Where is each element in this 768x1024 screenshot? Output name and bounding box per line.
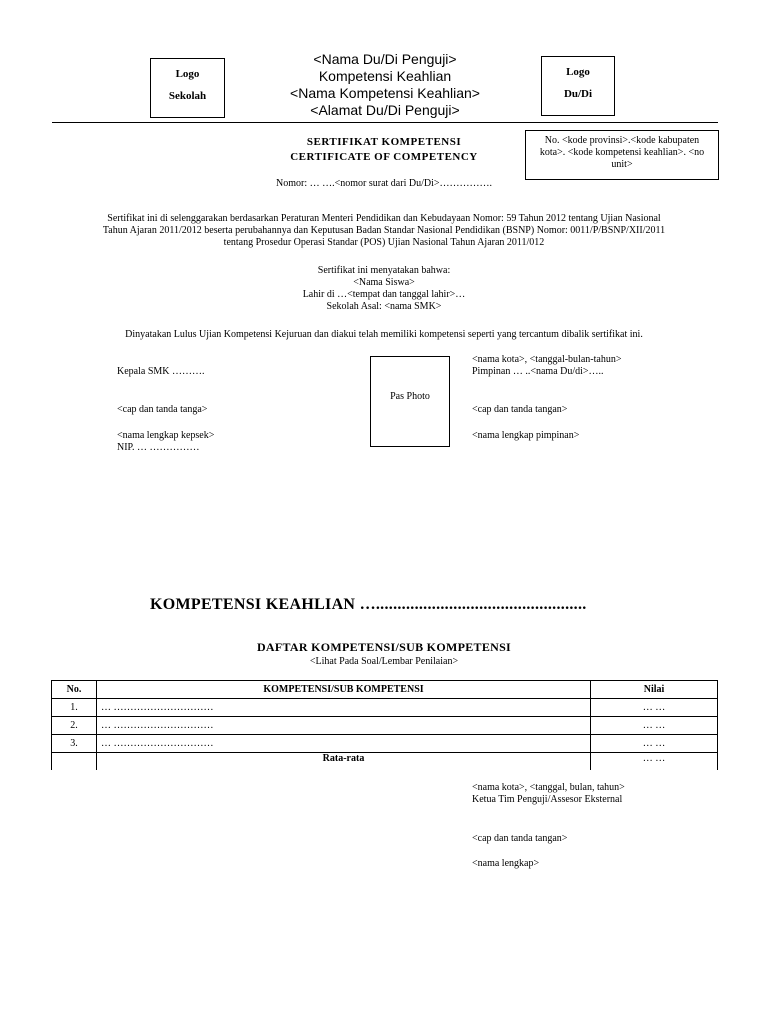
average-label: Rata-rata: [97, 753, 591, 771]
row-no: 2.: [52, 717, 97, 735]
row-score: … …: [591, 717, 718, 735]
assessor-name: <nama lengkap>: [472, 858, 540, 869]
leader-stamp: <cap dan tanda tangan>: [472, 404, 568, 415]
certificate-subtitle: CERTIFICATE OF COMPETENCY: [290, 151, 478, 163]
nomor-surat: Nomor: … ….<nomor surat dari Du/Di>…………….: [276, 178, 492, 189]
principal-name: <nama lengkap kepsek>: [117, 430, 215, 441]
col-score: Nilai: [591, 681, 718, 699]
row-competency: … …………………………: [97, 735, 591, 753]
principal-nip: NIP. … ……………: [117, 442, 200, 453]
logo-right-line-1: Logo: [566, 66, 590, 78]
row-no: 1.: [52, 699, 97, 717]
logo-left-line-1: Logo: [175, 68, 200, 80]
assessor-stamp: <cap dan tanda tangan>: [472, 833, 568, 844]
leader-role: Pimpinan … ..<nama Du/di>…..: [472, 366, 604, 377]
certificate-number-box: No. <kode provinsi>.<kode kabupaten kota>. <kode kompetensi keahlian>. <no unit>: [525, 130, 719, 180]
declaration: Dinyatakan Lulus Ujian Kompetensi Kejuruan dan diakui telah memiliki kompetensi seperti yang tercantum dibalik sertifikat ini.: [125, 329, 643, 340]
competency-heading: KOMPETENSI KEAHLIAN ….................................................: [150, 596, 587, 613]
row-competency: … …………………………: [97, 699, 591, 717]
header-line-1: <Nama Du/Di Penguji>: [313, 51, 457, 67]
competency-list-title: DAFTAR KOMPETENSI/SUB KOMPETENSI: [256, 640, 512, 654]
legal-paragraph: [40, 213, 728, 249]
assessor-role: Ketua Tim Penguji/Assesor Eksternal: [472, 794, 623, 805]
leader-place-date: <nama kota>, <tanggal-bulan-tahun>: [472, 354, 622, 365]
principal-role: Kepala SMK ……….: [117, 366, 205, 377]
legal-line-2: Tahun Ajaran 2011/2012 beserta perubahannya dan Keputusan Badan Standar Nasional Pendidikan (BSNP) Nomor: 0011/P/BSNP/XII/2011: [102, 225, 666, 236]
col-no: No.: [52, 681, 97, 699]
school-origin: Sekolah Asal: <nama SMK>: [326, 301, 442, 312]
photo-label: Pas Photo: [390, 390, 430, 402]
photo-placeholder: [370, 356, 450, 447]
logo-left-line-2: Sekolah: [168, 90, 207, 102]
logo-right-line-2: Du/Di: [563, 88, 593, 100]
row-score: … …: [591, 735, 718, 753]
header-line-2: Kompetensi Keahlian: [318, 68, 452, 84]
row-competency: … …………………………: [97, 717, 591, 735]
header-line-3: <Nama Kompetensi Keahlian>: [290, 85, 480, 101]
table-row: [52, 717, 718, 735]
leader-name: <nama lengkap pimpinan>: [472, 430, 580, 441]
row-no: 3.: [52, 735, 97, 753]
logo-dudi: [541, 56, 615, 116]
logo-sekolah: [150, 58, 225, 118]
certificate-title: SERTIFIKAT KOMPETENSI: [306, 136, 462, 148]
principal-stamp: <cap dan tanda tanga>: [117, 404, 208, 415]
institution-header: [240, 51, 530, 119]
statement-line-1: Sertifikat ini menyatakan bahwa:: [317, 265, 451, 276]
legal-line-3: tentang Prosedur Operasi Standar (POS) Ujian Nasional Tahun Ajaran 2011/012: [223, 237, 545, 248]
row-score: … …: [591, 699, 718, 717]
table-row: [52, 735, 718, 753]
table-header-row: [52, 681, 718, 699]
assessor-place-date: <nama kota>, <tanggal, bulan, tahun>: [472, 782, 625, 793]
table-row: [52, 699, 718, 717]
average-value: … …: [591, 753, 718, 771]
competency-list-note: <Lihat Pada Soal/Lembar Penilaian>: [309, 656, 459, 667]
competency-table: [51, 680, 718, 770]
student-name: <Nama Siswa>: [353, 277, 415, 288]
birth-info: Lahir di …<tempat dan tanggal lahir>…: [302, 289, 466, 300]
header-line-4: <Alamat Du/Di Penguji>: [310, 102, 460, 118]
statement-block: [234, 265, 534, 313]
legal-line-1: Sertifikat ini di selenggarakan berdasarkan Peraturan Menteri Pendidikan dan Kebudayaan Nomor: 59 Tahun 2012 tentang Ujian Nasional: [107, 213, 661, 224]
header-divider: [52, 122, 718, 123]
certificate-title-block: [250, 135, 518, 165]
col-competency: KOMPETENSI/SUB KOMPETENSI: [97, 681, 591, 699]
table-average-row: [52, 753, 718, 771]
